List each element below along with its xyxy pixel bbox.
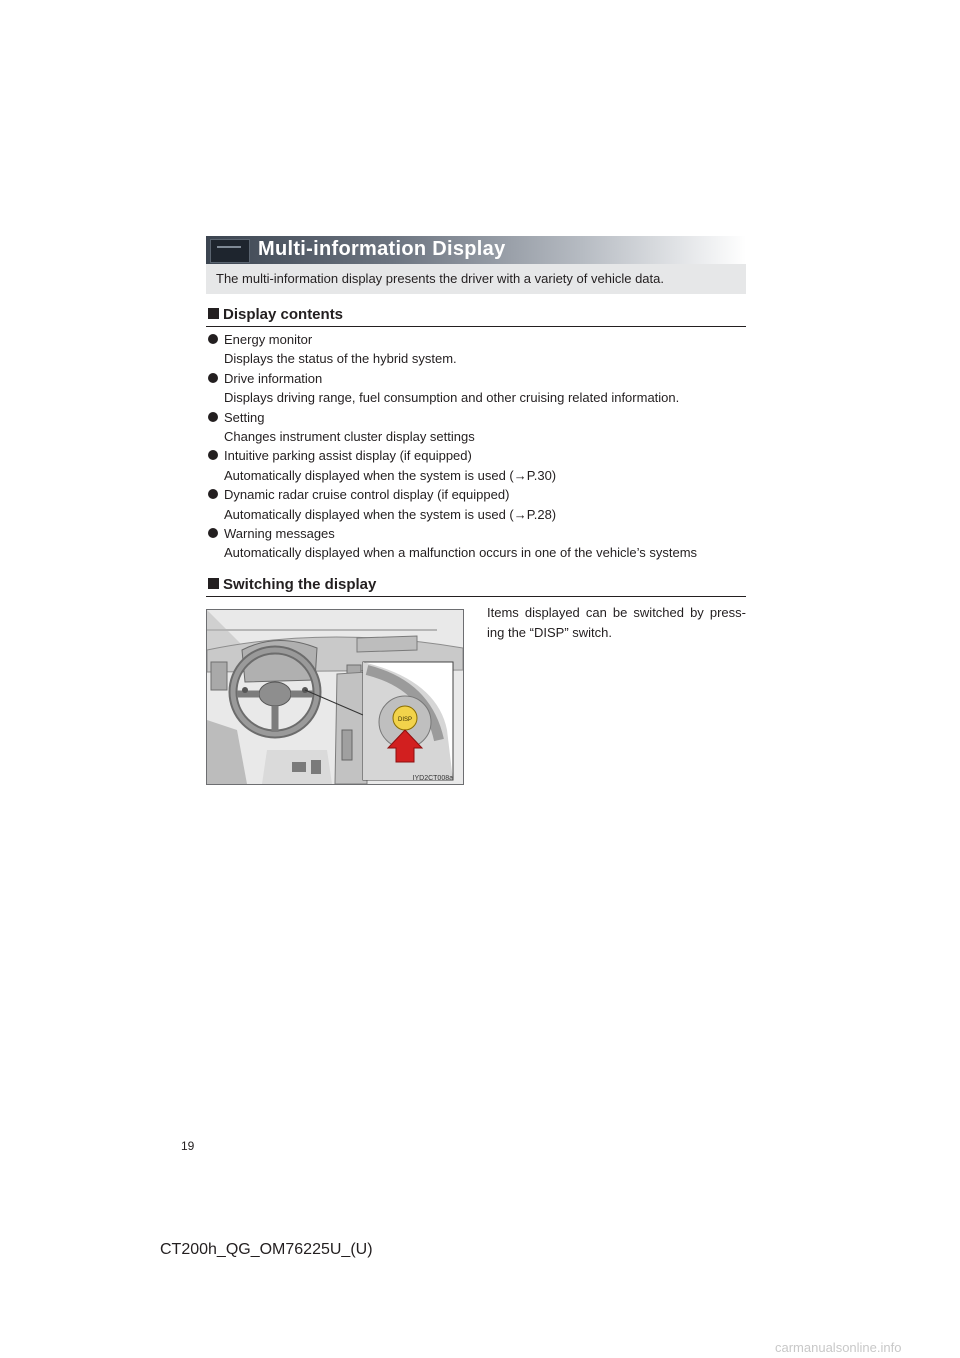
item-description: Changes instrument cluster display settings: [224, 429, 475, 445]
bullet-icon: [208, 528, 218, 538]
item-label: Setting: [224, 409, 265, 425]
watermark: carmanualsonline.info: [775, 1340, 902, 1355]
display-contents-heading: [206, 306, 746, 327]
switching-display-heading: [206, 576, 746, 597]
dashboard-illustration: [206, 609, 464, 785]
bullet-icon: [208, 412, 218, 422]
bullet-icon: [208, 450, 218, 460]
item-label: Drive information: [224, 370, 323, 386]
square-bullet-icon: [208, 308, 219, 319]
item-label: Warning messages: [224, 526, 335, 542]
display-icon: [210, 239, 250, 263]
list-item: [206, 446, 746, 485]
bullet-icon: [208, 489, 218, 499]
list-item: [206, 369, 746, 408]
item-description: Displays the status of the hybrid system.: [224, 351, 457, 367]
bullet-icon: [208, 334, 218, 344]
heading-label: Display contents: [223, 306, 344, 323]
list-item: [206, 485, 746, 524]
square-bullet-icon: [208, 578, 219, 589]
image-code: IYD2CT008a: [412, 775, 453, 782]
section-title-bar: [206, 236, 746, 264]
page-title: Multi-information Display: [258, 238, 506, 260]
item-description: Automatically displayed when the system is used (→P.30): [224, 467, 557, 483]
item-label: Energy monitor: [224, 332, 313, 347]
document-code: CT200h_QG_OM76225U_(U): [160, 1241, 373, 1258]
display-contents-list: [206, 330, 746, 563]
list-item: [206, 408, 746, 447]
list-item: [206, 524, 746, 563]
item-label: Intuitive parking assist display (if equipped): [224, 448, 472, 464]
item-description: Automatically displayed when the system is used (→P.28): [224, 506, 557, 522]
intro-text: The multi-information display presents the driver with a variety of vehicle data.: [206, 264, 746, 294]
list-item: [206, 330, 746, 369]
item-label: Dynamic radar cruise control display (if equipped): [224, 487, 510, 503]
switching-description: Items displayed can be switched by press-ing the “DISP” switch.: [487, 605, 746, 640]
disp-button-label: DISP: [397, 717, 413, 723]
item-description: Displays driving range, fuel consumption and other cruising related information.: [224, 390, 680, 406]
heading-label: Switching the display: [223, 576, 377, 593]
page-number: 19: [181, 1139, 195, 1153]
bullet-icon: [208, 373, 218, 383]
item-description: Automatically displayed when a malfunction occurs in one of the vehicle’s systems: [224, 545, 698, 561]
